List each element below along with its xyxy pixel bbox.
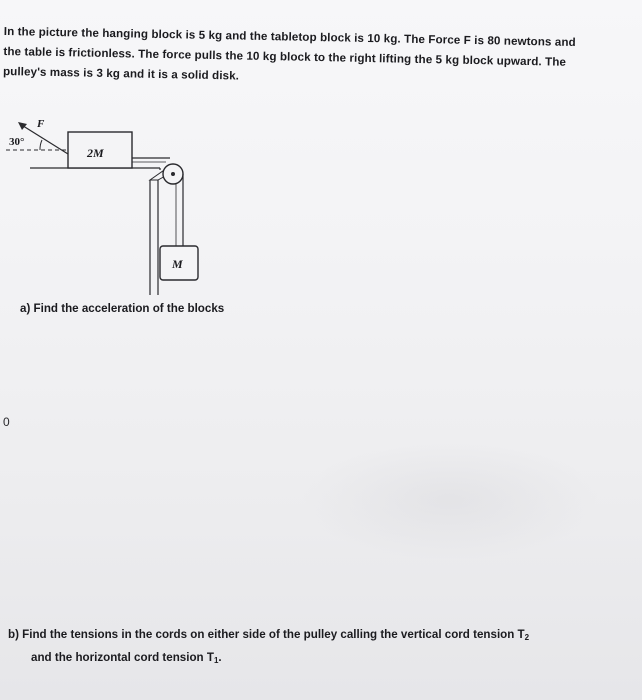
- hanging-block-label: M: [172, 257, 183, 271]
- physics-diagram: [0, 110, 220, 295]
- question-a: a) Find the acceleration of the blocks: [20, 302, 225, 315]
- question-b-text-1: b) Find the tensions in the cords on either side of the pulley calling the vertical cord tension T: [8, 628, 525, 641]
- angle-label: 30°: [9, 136, 25, 148]
- question-b-text-2: and the horizontal cord tension T: [31, 651, 214, 664]
- question-b-end: .: [218, 651, 222, 664]
- force-label: F: [37, 118, 45, 130]
- paper-smudge: [300, 440, 600, 560]
- intro-line-2: the table is frictionless. The force pulls the 10 kg block to the right lifting the 5 kg block upward. The: [3, 44, 567, 69]
- question-b-line-1: [8, 625, 529, 648]
- problem-statement: [3, 22, 604, 94]
- question-b-sub-1: 2: [524, 633, 530, 642]
- pulley-axle: [171, 172, 175, 176]
- angle-arc: [40, 140, 42, 150]
- margin-mark: 0: [3, 415, 10, 429]
- question-b: [8, 625, 529, 671]
- intro-line-3: pulley's mass is 3 kg and it is a solid disk.: [2, 64, 240, 83]
- question-b-sub-2: 1: [213, 656, 219, 665]
- intro-line-1: In the picture the hanging block is 5 kg and the tabletop block is 10 kg. The Force F is 80 newtons and: [3, 24, 576, 49]
- table-block-label: 2M: [87, 146, 104, 160]
- question-b-line-2: [8, 648, 529, 671]
- force-arrow-head: [18, 122, 27, 130]
